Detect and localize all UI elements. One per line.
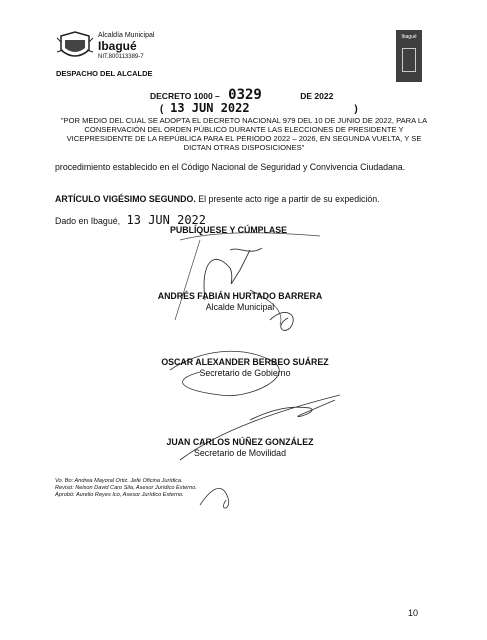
given-label: Dado en Ibagué, <box>55 216 121 226</box>
org-name: Ibagué <box>98 39 137 53</box>
department-label: DESPACHO DEL ALCALDE <box>56 69 153 78</box>
article-text: El presente acto rige a partir de su expedición. <box>195 194 380 204</box>
review-note: Revisó: Nelson David Caro Sila, Asesor Jurídico Externo. <box>55 485 197 491</box>
badge-text: Ibagué <box>401 34 417 40</box>
decree-year: DE 2022 <box>300 91 334 101</box>
review-note: Aprobó: Aurelio Reyes Ico, Asesor Jurídico Externo. <box>55 492 184 498</box>
given-date: 13 JUN 2022 <box>126 213 206 227</box>
signer-role: Alcalde Municipal <box>205 302 275 312</box>
org-nit: NIT.800113389-7 <box>98 54 144 60</box>
signer-name: JUAN CARLOS NÚÑEZ GONZÁLEZ <box>166 437 314 447</box>
org-line1: Alcaldía Municipal <box>98 32 155 39</box>
decree-title: "POR MEDIO DEL CUAL SE ADOPTA EL DECRETO NACIONAL 979 DEL 10 DE JUNIO DE 2022, PARA LA CONSERVACIÓN DEL ORDEN PÚBLICO DURANTE LAS ELECCIONES DE PRESIDENTE Y VICEPRESIDENTE DE LA REPÚBLICA PARA EL PERIODO 2022 – 2026, EN SEGUNDA VUELTA, Y SE DICTAN OTRAS DISPOSICIONES" <box>60 116 428 152</box>
signer-role: Secretario de Movilidad <box>194 448 286 458</box>
review-note: Vo. Bo: Andrea Mayoral Ortiz. Jefe Oficina Jurídica. <box>55 478 183 484</box>
signature-block-government <box>140 357 350 379</box>
body-paragraph: procedimiento establecido en el Código Nacional de Seguridad y Convivencia Ciudadana. <box>55 162 406 172</box>
publish-statement: PUBLÍQUESE Y CÚMPLASE <box>170 225 287 235</box>
signature-block-mayor <box>140 291 340 313</box>
reviewer-initials <box>200 488 229 508</box>
article-heading: ARTÍCULO VIGÉSIMO SEGUNDO. <box>55 194 196 204</box>
page-number: 10 <box>408 608 419 618</box>
signer-name: ANDRÉS FABIÁN HURTADO BARRERA <box>157 291 323 301</box>
decree-date: 13 JUN 2022 <box>170 101 250 115</box>
decree-number: 0329 <box>228 87 262 103</box>
signature-block-mobility <box>130 437 350 459</box>
date-open-paren: ( <box>160 104 164 115</box>
date-close-paren: ) <box>354 104 358 115</box>
decree-label: DECRETO 1000 – <box>150 91 220 101</box>
initials-mark <box>270 312 293 330</box>
signer-name: OSCAR ALEXANDER BERBEO SUÁREZ <box>161 357 329 367</box>
signer-role: Secretario de Gobierno <box>199 368 291 378</box>
review-notes <box>55 478 197 499</box>
